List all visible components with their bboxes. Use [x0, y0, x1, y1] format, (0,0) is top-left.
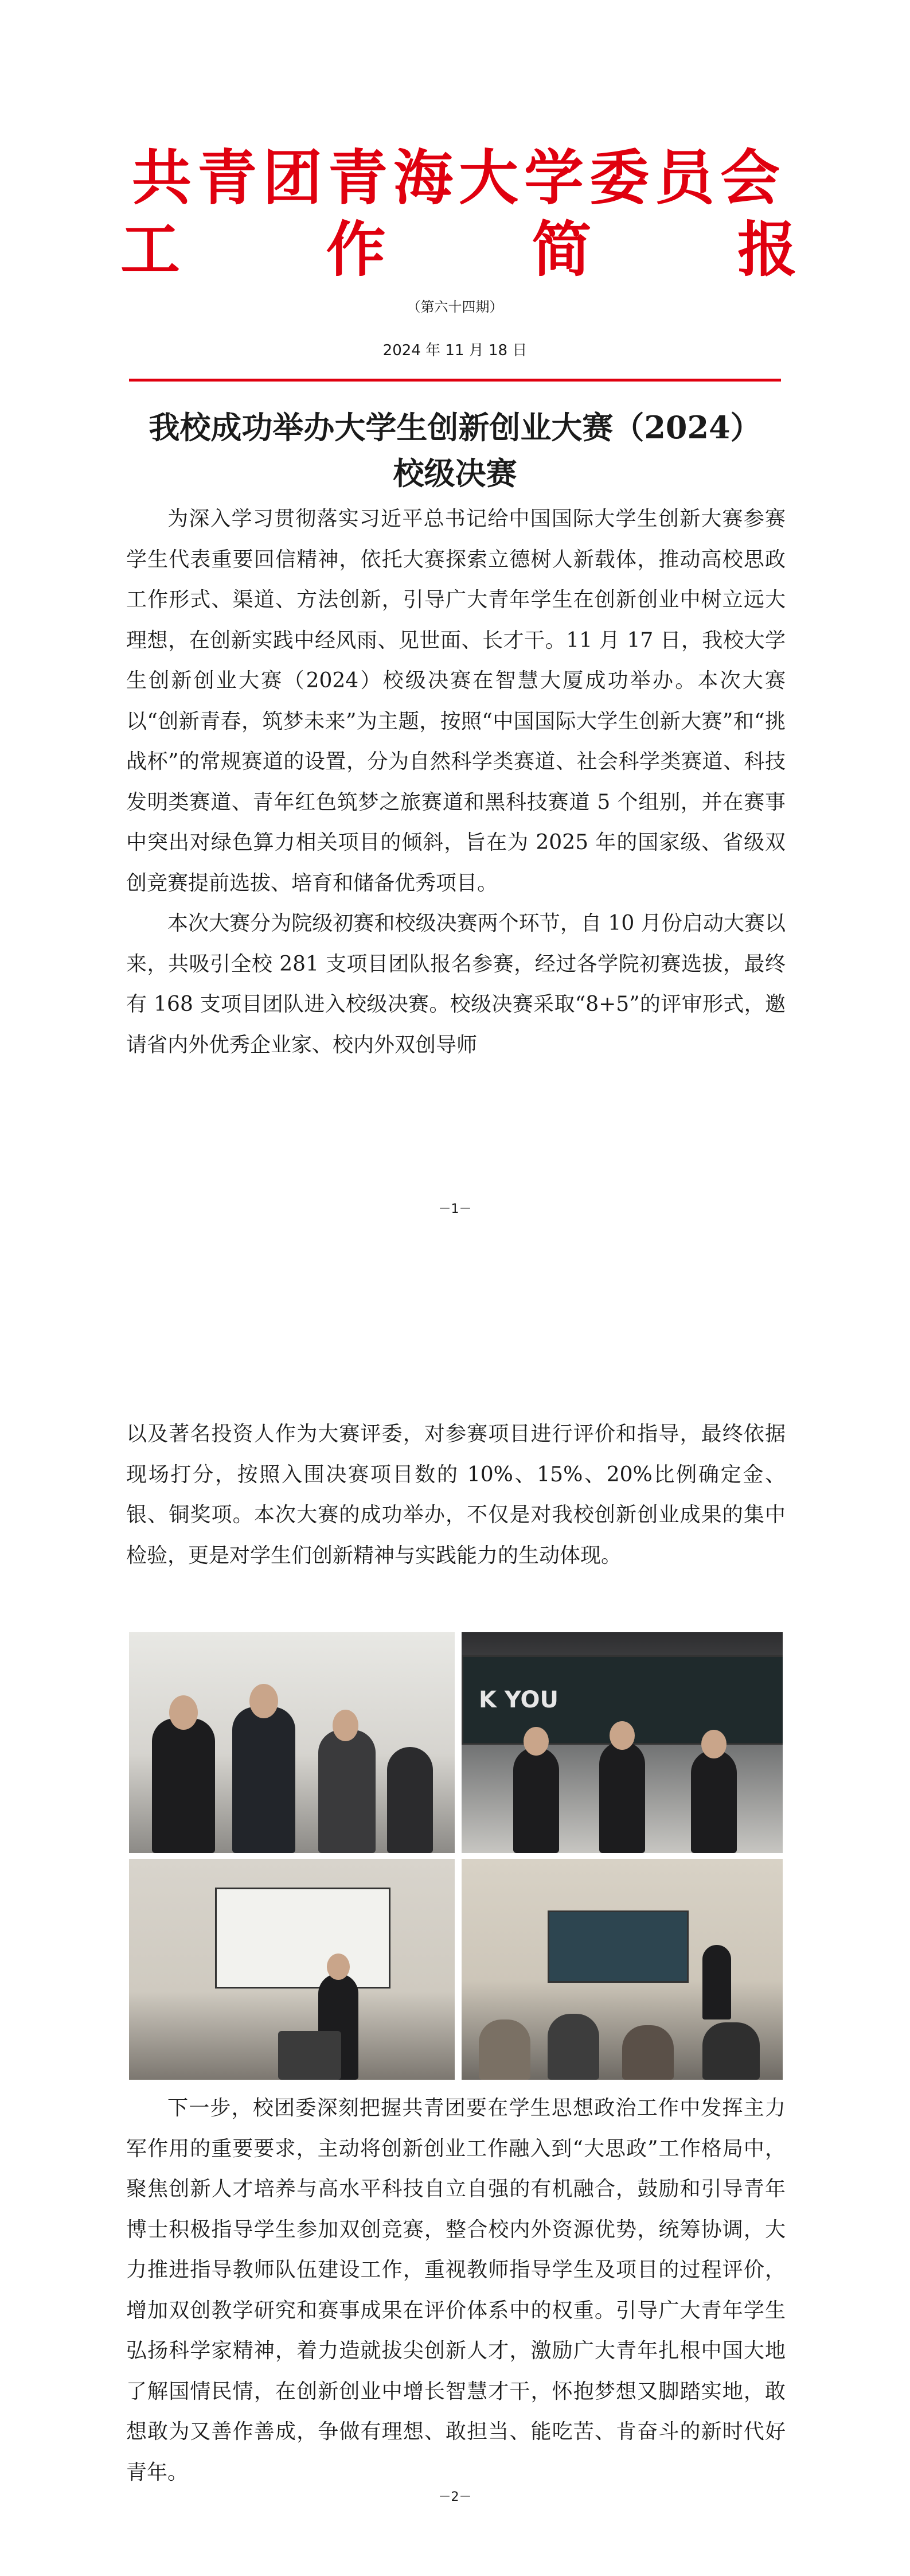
- judge-figure: [152, 1718, 215, 1853]
- audience-figure: [548, 2014, 599, 2080]
- masthead-char: 报: [737, 214, 797, 285]
- audience-figure: [479, 2019, 530, 2080]
- masthead-title: 共青团青海大学委员会: [131, 142, 786, 213]
- presenter-figure: [513, 1747, 559, 1853]
- masthead-char: 作: [326, 214, 386, 285]
- article-body-page1: [126, 499, 786, 1065]
- page-number: －2－: [438, 2490, 472, 2504]
- photo-speaker: [129, 1859, 455, 2080]
- photo-grid: [129, 1632, 783, 2080]
- judge-head: [333, 1710, 358, 1741]
- article-title-line2: 校级决赛: [393, 455, 517, 492]
- masthead-char: 简: [532, 214, 592, 285]
- masthead-subtitle: [120, 214, 797, 285]
- paragraph: 本次大赛分为院级初赛和校级决赛两个环节，自 10 月份启动大赛以来，共吸引全校 281 支项目团队报名参赛，经过各学院初赛选拔，最终有 168 支项目团队进入校级决赛。校级决赛采取“8+5”的评审形式，邀请省内外优秀企业家、校内外双创导师: [126, 912, 786, 1057]
- judge-figure: [318, 1730, 376, 1853]
- red-divider: [129, 379, 781, 382]
- article-body-page2-bottom: [126, 2088, 786, 2493]
- article-body-page2-top: [126, 1414, 786, 1576]
- computer-desk: [278, 2031, 341, 2080]
- audience-figure: [702, 2022, 760, 2080]
- judge-head: [249, 1684, 278, 1718]
- presenter-head: [701, 1730, 727, 1758]
- photo-audience: [462, 1859, 783, 2080]
- judge-figure: [387, 1747, 433, 1853]
- article-title: 我校成功举办大学生创新创业大赛（2024）: [149, 409, 761, 446]
- audience-figure: [622, 2025, 674, 2080]
- presenter-head: [610, 1721, 635, 1750]
- paragraph: 为深入学习贯彻落实习近平总书记给中国国际大学生创新大赛参赛学生代表重要回信精神，依托大赛探索立德树人新载体，推动高校思政工作形式、渠道、方法创新，引导广大青年学生在创新创业中树立远大理想，在创新实践中经风雨、见世面、长才干。11 月 17 日，我校大学生创新创业大赛（2024）校级决赛在智慧大厦成功举办。本次大赛以“创新青春，筑梦未来”为主题，按照“中国国际大学生创新大赛”和“挑战杯”的常规赛道的设置，分为自然科学类赛道、社会科学类赛道、科技发明类赛道、青年红色筑梦之旅赛道和黑科技赛道 5 个组别，并在赛事中突出对绿色算力相关项目的倾斜，旨在为 2025 年的国家级、省级双创竞赛提前选拔、培育和储备优秀项目。: [126, 507, 786, 895]
- paragraph: 下一步，校团委深刻把握共青团要在学生思想政治工作中发挥主力军作用的重要要求，主动将创新创业工作融入到“大思政”工作格局中，聚焦创新人才培养与高水平科技自立自强的有机融合，鼓励和引导青年博士积极指导学生参加双创竞赛，整合校内外资源优势，统筹协调，大力推进指导教师队伍建设工作，重视教师指导学生及项目的过程评价，增加双创教学研究和赛事成果在评价体系中的权重。引导广大青年学生弘扬科学家精神，着力造就拔尖创新人才，激励广大青年扎根中国大地了解国情民情，在创新创业中增长智慧才干，怀抱梦想又脚踏实地，敢想敢为又善作善成，争做有理想、敢担当、能吃苦、肯奋斗的新时代好青年。: [126, 2096, 786, 2484]
- issue-number: （第六十四期）: [407, 299, 503, 315]
- screen-text: K YOU: [479, 1687, 559, 1713]
- page-2: [0, 1288, 910, 2576]
- presenter-figure: [599, 1741, 645, 1853]
- masthead-char: 工: [120, 214, 181, 285]
- photo-presenters: [462, 1632, 783, 1853]
- presentation-screen: [548, 1910, 689, 1983]
- issue-date: 2024 年 11 月 18 日: [382, 342, 528, 359]
- paragraph: 以及著名投资人作为大赛评委，对参赛项目进行评价和指导，最终依据现场打分，按照入围决赛项目数的 10%、15%、20%比例确定金、银、铜奖项。本次大赛的成功举办，不仅是对我校创新创业成果的集中检验，更是对学生们创新精神与实践能力的生动体现。: [126, 1422, 786, 1567]
- presenter-head: [524, 1727, 549, 1756]
- judge-head: [169, 1695, 198, 1730]
- speaker-head: [327, 1954, 350, 1980]
- presentation-screen: [215, 1888, 390, 1989]
- page-number: －1－: [438, 1202, 472, 1216]
- judge-figure: [232, 1707, 295, 1853]
- photo-judges: [129, 1632, 455, 1853]
- presenter-figure: [691, 1750, 737, 1853]
- speaker-figure: [702, 1945, 731, 2019]
